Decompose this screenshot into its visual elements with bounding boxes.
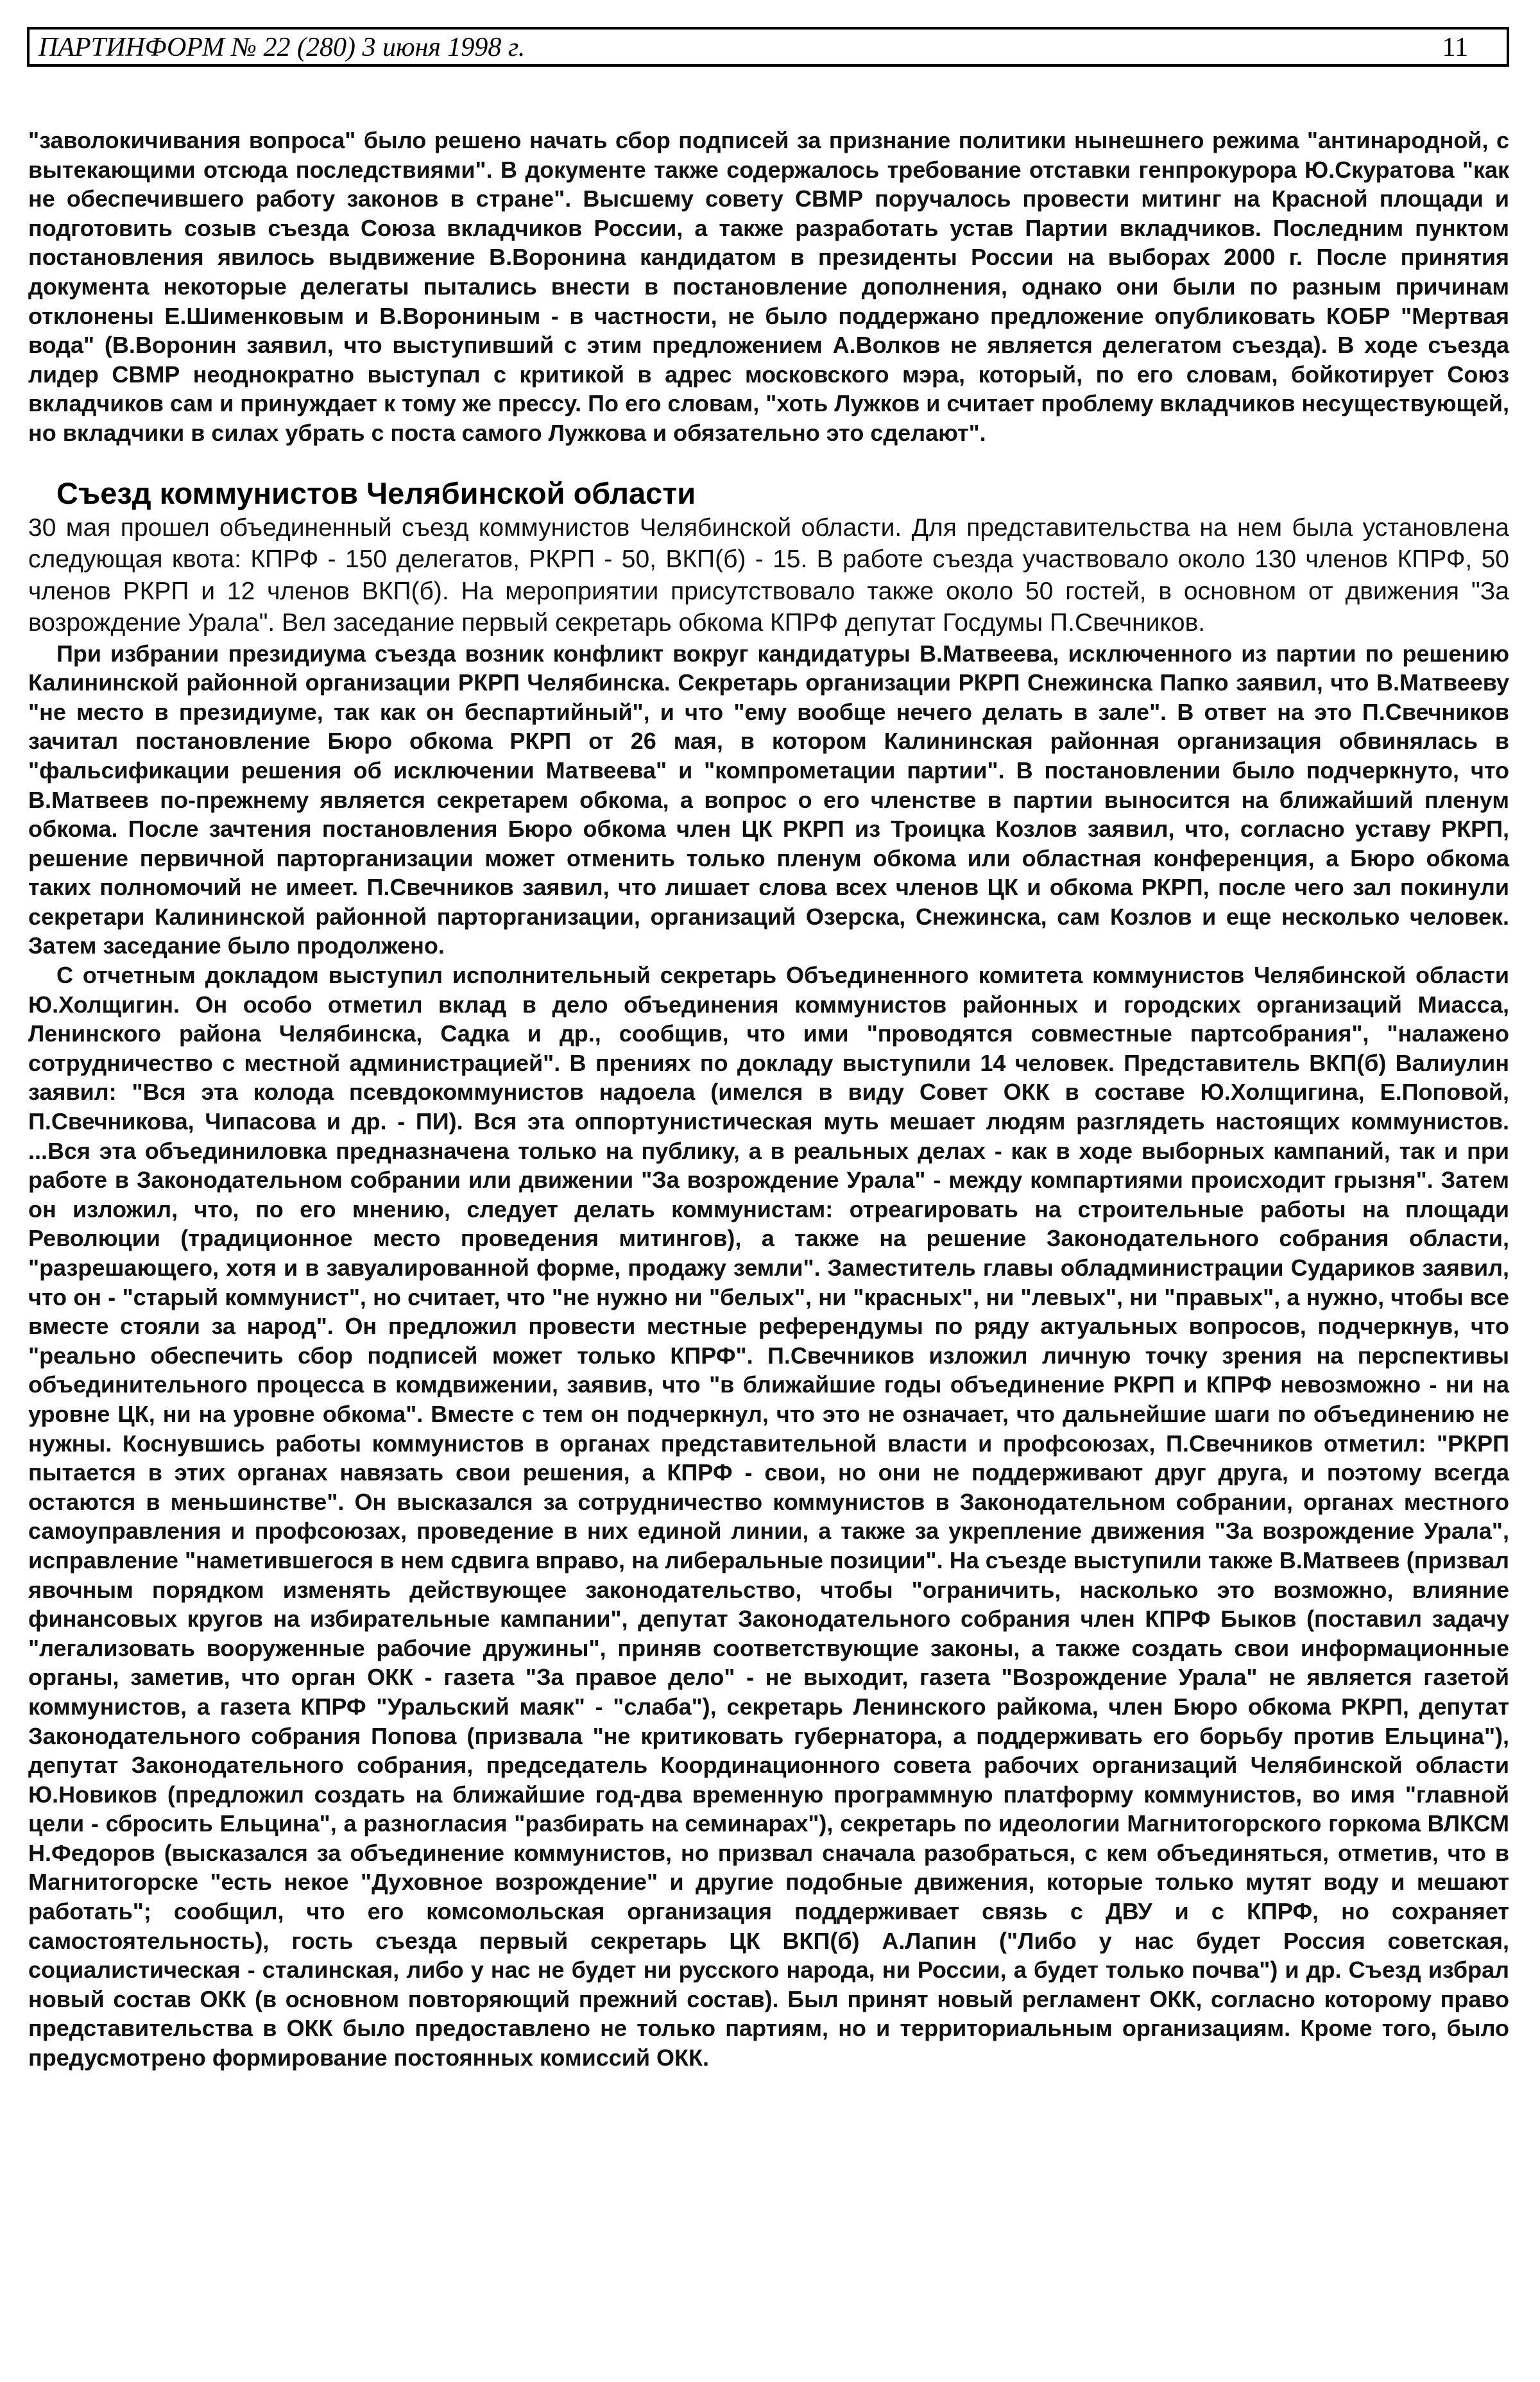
section-title: Съезд коммунистов Челябинской области <box>56 476 696 510</box>
section-lead-paragraph: 30 мая прошел объединенный съезд коммунистов Челябинской области. Для представительства на нем была установлена следующая квота: КПРФ - 150 делегатов, РКРП - 50, ВКП(б) - 15. В работе съезда участвовало около 130 членов КПРФ, 50 членов РКРП и 12 членов ВКП(б). На мероприятии присутствовало также около 50 гостей, в основном от движения "За возрождение Урала". Вел заседание первый секретарь обкома КПРФ депутат Госдумы П.Свечников. <box>28 513 1509 637</box>
page-number: 11 <box>1442 33 1468 62</box>
body-paragraph-presidium: При избрании президиума съезда возник конфликт вокруг кандидатуры В.Матвеева, исключенного из партии по решению Калининской районной организации РКРП Челябинска. Секретарь организации РКРП Снежинска Папко заявил, что В.Матвееву "не место в президиуме, так как он беспартийный", и что "ему вообще нечего делать в зале". В ответ на это П.Свечников зачитал постановление Бюро обкома РКРП от 26 мая, в котором Калининская районная организация обвинялась в "фальсификации решения об исключении Матвеева" и "компрометации партии". В постановлении было подчеркнуто, что В.Матвеев по-прежнему является секретарем обкома, а вопрос о его членстве в партии выносится на ближайший пленум обкома. После зачтения постановления Бюро обкома член ЦК РКРП из Троицка Козлов заявил, что, согласно уставу РКРП, решение первичной парторганизации может отменить только пленум обкома или областная конференция, а Бюро обкома таких полномочий не имеет. П.Свечников заявил, что лишает слова всех членов ЦК и обкома РКРП, после чего зал покинули секретари Калининской районной парторганизации, организаций Озерска, Снежинска, сам Козлов и еще несколько человек. Затем заседание было продолжено. <box>28 640 1509 959</box>
intro-paragraph: "заволокичивания вопроса" было решено начать сбор подписей за признание политики нынешнего режима "антинародной, с вытекающими отсюда последствиями". В документе также содержалось требование отставки генпрокурора Ю.Скуратова "как не обеспечившего работу законов в стране". Высшему совету СВМР поручалось провести митинг на Красной площади и подготовить созыв съезда Союза вкладчиков России, а также разработать устав Партии вкладчиков. Последним пунктом постановления явилось выдвижение В.Воронина кандидатом в президенты России на выборах 2000 г. После принятия документа некоторые делегаты пытались внести в постановление дополнения, однако они были по разным причинам отклонены Е.Шименковым и В.Ворониным - в частности, не было поддержано предложение опубликовать КОБР "Мертвая вода" (В.Воронин заявил, что выступивший с этим предложением А.Волков не является делегатом съезда). В ходе съезда лидер СВМР неоднократно выступал с критикой в адрес московского мэра, который, по его словам, бойкотирует Союз вкладчиков сам и принуждает к тому же прессу. По его словам, "хоть Лужков и считает проблему вкладчиков несуществующей, но вкладчики в силах убрать с поста самого Лужкова и обязательно это сделают". <box>28 127 1509 446</box>
page-header <box>27 27 1509 67</box>
article-body <box>28 126 1509 2073</box>
publication-title: ПАРТИНФОРМ № 22 (280) 3 июня 1998 г. <box>38 33 526 62</box>
body-paragraph-report: С отчетным докладом выступил исполнительный секретарь Объединенного комитета коммунистов Челябинской области Ю.Холщигин. Он особо отметил вклад в дело объединения коммунистов районных и городских организаций Миасса, Ленинского района Челябинска, Садка и др., сообщив, что ими "проводятся совместные партсобрания", "налажено сотрудничество с местной администрацией". В прениях по докладу выступили 14 человек. Представитель ВКП(б) Валиулин заявил: "Вся эта колода псевдокоммунистов надоела (имелся в виду Совет ОКК в составе Ю.Холщигина, Е.Поповой, П.Свечникова, Чипасова и др. - ПИ). Вся эта оппортунистическая муть мешает людям разглядеть настоящих коммунистов. ...Вся эта объединиловка предназначена только на публику, а в реальных делах - как в ходе выборных кампаний, так и при работе в Законодательном собрании или движении "За возрождение Урала" - между компартиями происходит грызня". Затем он изложил, что, по его мнению, следует делать коммунистам: отреагировать на строительные работы на площади Революции (традиционное место проведения митингов), а также на решение Законодательного собрания области, "разрешающего, хотя и в завуалированной форме, продажу земли". Заместитель главы обладминистрации Судариков заявил, что он - "старый коммунист", но считает, что "не нужно ни "белых", ни "красных", ни "левых", ни "правых", а нужно, чтобы все вместе стояли за народ". Он предложил провести местные референдумы по ряду актуальных вопросов, подчеркнув, что "реально обеспечить сбор подписей может только КПРФ". П.Свечников изложил личную точку зрения на перспективы объединительного процесса в комдвижении, заявив, что "в ближайшие годы объединение РКРП и КПРФ невозможно - ни на уровне ЦК, ни на уровне обкома". Вместе с тем он подчеркнул, что это не означает, что дальнейшие шаги по объединению не нужны. Коснувшись работы коммунистов в органах представительной власти и профсоюзах, П.Свечников отметил: "РКРП пытается в этих органах навязать свои решения, а КПРФ - свои, но они не поддерживают друг друга, и поэтому всегда остаются в меньшинстве". Он высказался за сотрудничество коммунистов в Законодательном собрании, органах местного самоуправления и профсоюзах, проведение в них единой линии, а также за укрепление движения "За возрождение Урала", исправление "наметившегося в нем сдвига вправо, на либеральные позиции". На съезде выступили также В.Матвеев (призвал явочным порядком изменять действующее законодательство, чтобы "ограничить, насколько это возможно, влияние финансовых кругов на избирательные кампании", депутат Законодательного собрания член КПРФ Быков (поставил задачу "легализовать вооруженные рабочие дружины", приняв соответствующие законы, а также создать свои информационные органы, заметив, что орган ОКК - газета "За правое дело" - не выходит, газета "Возрождение Урала" не является газетой коммунистов, а газета КПРФ "Уральский маяк" - "слаба"), секретарь Ленинского райкома, член Бюро обкома РКРП, депутат Законодательного собрания Попова (призвала "не критиковать губернатора, а поддерживать его борьбу против Ельцина"), депутат Законодательного собрания, председатель Координационного совета рабочих организаций Челябинской области Ю.Новиков (предложил создать на ближайшие год-два временную программную платформу коммунистов, во имя "главной цели - сбросить Ельцина", а разногласия "разбирать на семинарах"), секретарь по идеологии Магнитогорского горкома ВЛКСМ Н.Федоров (высказался за объединение коммунистов, но призвал сначала разобраться, с кем объединяться, отметив, что в Магнитогорске "есть некое "Духовное возрождение" и другие подобные движения, которые только мутят воду и мешают работать"; сообщил, что его комсомольская организация поддерживает связь с ДВУ и с КПРФ, но сохраняет самостоятельность), гость съезда первый секретарь ЦК ВКП(б) А.Лапин ("Либо у нас будет Россия советская, социалистическая - сталинская, либо у нас не будет ни русского народа, ни России, а будет только почва") и др. Съезд избрал новый состав ОКК (в основном повторяющий прежний состав). Был принят новый регламент ОКК, согласно которому право представительства в ОКК было предоставлено не только партиям, но и территориальным организациям. Кроме того, было предусмотрено формирование постоянных комиссий ОКК. <box>28 962 1509 2071</box>
